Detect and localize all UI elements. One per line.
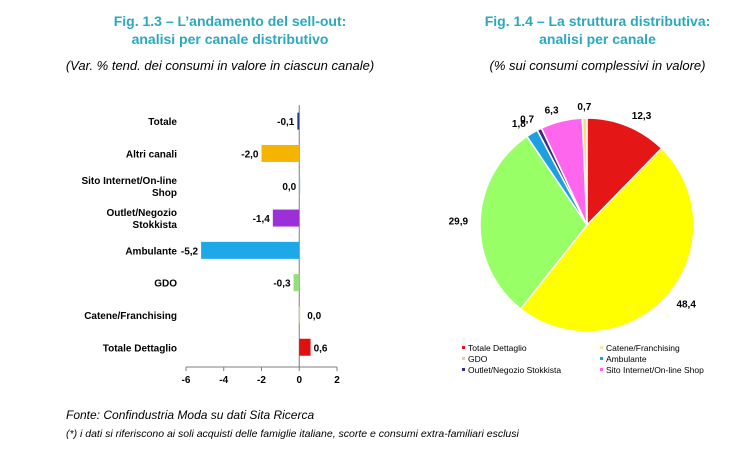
value-label: -5,2 [180,246,199,258]
category-label: Altri canali [125,149,177,161]
slice-label: 48,4 [676,299,696,311]
source-note: Fonte: Confindustria Moda su dati Sita Ricerca [66,408,315,422]
legend-label: Ambulante [606,354,647,364]
value-label: -1,4 [252,214,270,226]
legend-marker [462,346,465,349]
legend-label: Catene/Franchising [606,343,680,353]
value-label: 0,0 [282,181,297,193]
pie-chart-title-line1: Fig. 1.4 – La struttura distributiva: [484,13,711,29]
value-label: 0,0 [307,310,322,322]
x-tick-label: -4 [219,375,229,386]
legend-label: Sito Internet/On-line Shop [606,365,704,375]
x-tick-label: -6 [181,375,191,386]
pie-chart-title-line2: analisi per canale [539,31,656,47]
x-tick-label: 0 [296,375,303,386]
category-label: Sito Internet/On-line [81,175,177,187]
legend-label: GDO [468,354,488,364]
value-label: -0,3 [273,278,291,290]
category-label: GDO [154,278,177,290]
category-label: Catene/Franchising [84,310,177,322]
category-label: Outlet/Negozio [106,208,177,220]
x-tick-label: -2 [257,375,266,386]
value-label: 0,6 [313,343,328,355]
category-label: Totale Dettaglio [102,343,177,355]
category-label: Totale [148,117,177,129]
slice-label: 29,9 [448,216,469,228]
slice-label: 0,7 [520,114,535,126]
legend-marker [600,357,603,360]
legend-label: Outlet/Negozio Stokkista [468,365,562,375]
category-label: Ambulante [125,246,177,258]
footnote: (*) i dati si riferiscono ai soli acquisti delle famiglie italiane, scorte e consumi extra-familiari esclusi [66,428,519,440]
category-label: Stokkista [132,220,177,232]
legend-marker [462,368,465,371]
legend-marker [600,346,603,349]
slice-label: 0,7 [577,102,592,114]
slice-label: 12,3 [631,110,652,122]
legend-marker [600,368,603,371]
slice-label: 1,8 [511,118,526,130]
value-label: -2,0 [241,149,259,161]
legend-label: Totale Dettaglio [468,343,527,353]
category-label: Shop [152,187,177,199]
legend-marker [462,357,465,360]
slice-label: 6,3 [544,105,559,117]
bar-chart-subtitle: (Var. % tend. dei consumi in valore in ciascun canale) [65,58,375,73]
pie-chart-subtitle: (% sui consumi complessivi in valore) [489,58,706,73]
bar-chart-title-line1: Fig. 1.3 – L’andamento del sell-out: [113,13,347,29]
value-label: -0,1 [277,117,295,129]
bar-chart-title-line2: analisi per canale distributivo [131,31,329,47]
x-tick-label: 2 [334,375,340,386]
